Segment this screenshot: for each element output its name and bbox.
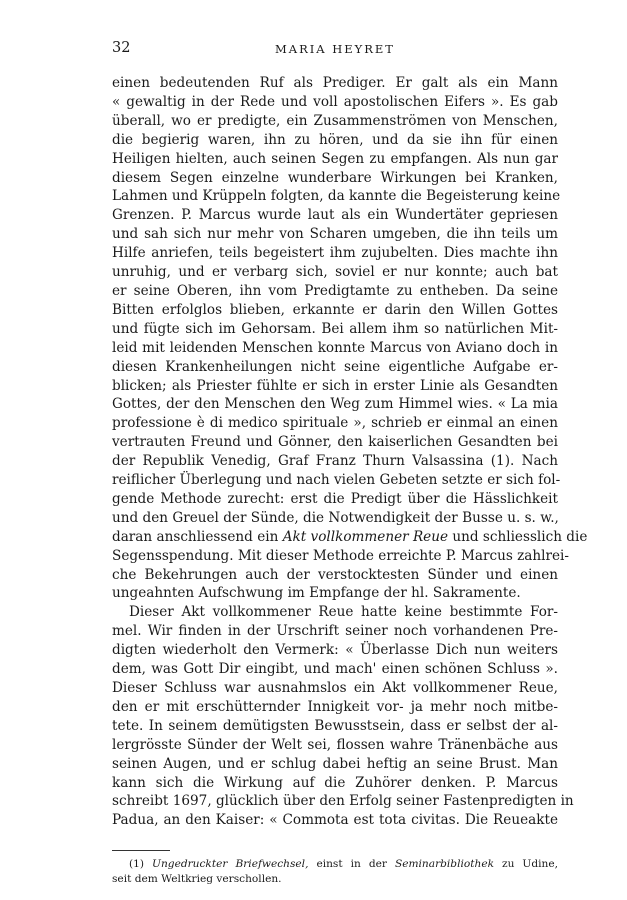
text-line: lergrösste Sünder der Welt sei, flossen wahre Tränenbäche aus [112, 736, 558, 753]
text-line: Dieser Akt vollkommener Reue hatte keine bestimmte For- [129, 604, 558, 621]
text-line: Lahmen und Krüppeln folgten, da kannte die Begeisterung keine [112, 188, 561, 205]
body-text [112, 74, 588, 830]
book-page [112, 38, 588, 887]
italic-phrase: Akt vollkommener Reue [282, 528, 449, 545]
text-line: überall, wo er predigte, ein Zusammenströmen von Menschen, [112, 112, 558, 129]
text-line: dem, was Gott Dir eingibt, und mach' einen schönen Schluss ». [112, 661, 558, 678]
footnote-marker: (1) [129, 858, 145, 871]
text-line: einen bedeutenden Ruf als Prediger. Er galt als ein Mann [112, 75, 558, 91]
text-line: diesem Segen einzelne wunderbare Wirkungen bei Kranken, [112, 169, 558, 186]
page-header [112, 38, 558, 60]
text-line: Heiligen hielten, auch seinen Segen zu empfangen. Als nun gar [112, 150, 558, 167]
text-line: che Bekehrungen auch der verstocktesten Sünder und einen [112, 566, 558, 583]
text-line: mel. Wir finden in der Urschrift seiner noch vorhandenen Pre- [112, 623, 558, 640]
text-line [112, 528, 588, 547]
text-line: der Republik Venedig, Graf Franz Thurn Valsassina (1). Nach [112, 453, 558, 470]
text-line: gende Methode zurecht: erst die Predigt über die Hässlichkeit [112, 490, 558, 507]
text-line: ungeahnten Aufschwung im Empfange der hl. Sakramente. [112, 585, 521, 602]
footnotes [112, 857, 558, 887]
text-line: diesen Krankenheilungen nicht seine eigentliche Aufgabe er- [112, 358, 558, 375]
footnote-line: seit dem Weltkrieg verschollen. [112, 873, 282, 886]
running-title: MARIA HEYRET [275, 42, 395, 56]
text-line: « gewaltig in der Rede und voll apostolischen Eifers ». Es gab [112, 93, 558, 110]
text-line: Grenzen. P. Marcus wurde laut als ein Wundertäter gepriesen [112, 207, 558, 224]
text-line: blicken; als Priester fühlte er sich in erster Linie als Gesandten [112, 377, 558, 394]
footnote-line [112, 857, 558, 872]
text-line: Gottes, der den Menschen den Weg zum Himmel wies. « La mia [112, 396, 558, 413]
footnote-divider [112, 850, 170, 851]
text-line: Segensspendung. Mit dieser Methode erreichte P. Marcus zahlrei- [112, 547, 569, 564]
footnote-italic: Seminarbibliothek [394, 858, 495, 871]
text-line: die begierig waren, ihn zu hören, und da sie ihn für einen [112, 131, 558, 148]
text-line: professione è di medico spirituale », schrieb er einmal an einen [112, 415, 558, 432]
text-line: Dieser Schluss war ausnahmslos ein Akt vollkommener Reue, [112, 680, 558, 696]
text-line: seinen Augen, und er schlug dabei heftig an seine Brust. Man [112, 755, 558, 772]
text-line: und fügte sich im Gehorsam. Bei allem ihm so natürlichen Mit- [112, 320, 558, 337]
text-line: kann sich die Wirkung auf die Zuhörer denken. P. Marcus [112, 774, 558, 791]
text-line: Padua, an den Kaiser: « Commota est tota civitas. Die Reueakte [112, 812, 558, 829]
text-line: schreibt 1697, glücklich über den Erfolg seiner Fastenpredigten in [112, 793, 574, 810]
footnote-italic: Ungedruckter Briefwechsel, [152, 858, 309, 871]
text-line: leid mit leidenden Menschen konnte Marcus von Aviano doch in [112, 339, 558, 356]
text-line: den er mit erschütternder Innigkeit vor- ja mehr noch mitbe- [112, 698, 558, 715]
page-number: 32 [112, 40, 131, 56]
footnote-text: zu Udine, [494, 858, 558, 871]
text-line: unruhig, und er verbarg sich, soviel er nur konnte; auch bat [112, 264, 558, 281]
text-segment: und schliesslich die [448, 528, 588, 545]
text-line: er seine Oberen, ihn vom Predigtamte zu entheben. Da seine [112, 282, 558, 299]
text-line: Bitten erfolglos blieben, erkannte er darin den Willen Gottes [112, 301, 558, 318]
text-line: vertrauten Freund und Gönner, den kaiserlichen Gesandten bei [112, 434, 558, 451]
text-line: tete. In seinem demütigsten Bewusstsein, dass er selbst der al- [112, 717, 558, 734]
text-line: und sah sich nur mehr von Scharen umgeben, die ihn teils um [112, 226, 558, 243]
footnote-text: einst in der [308, 858, 395, 871]
text-segment: daran anschliessend ein [112, 528, 283, 545]
text-line: Hilfe anriefen, teils begeistert ihm zujubelten. Dies machte ihn [112, 245, 558, 262]
text-line: digten wiederholt den Vermerk: « Überlasse Dich nun weiters [112, 642, 558, 659]
text-line: reiflicher Überlegung und nach vielen Gebeten setzte er sich fol- [112, 472, 561, 489]
text-line: und den Greuel der Sünde, die Notwendigkeit der Busse u. s. w., [112, 509, 559, 526]
